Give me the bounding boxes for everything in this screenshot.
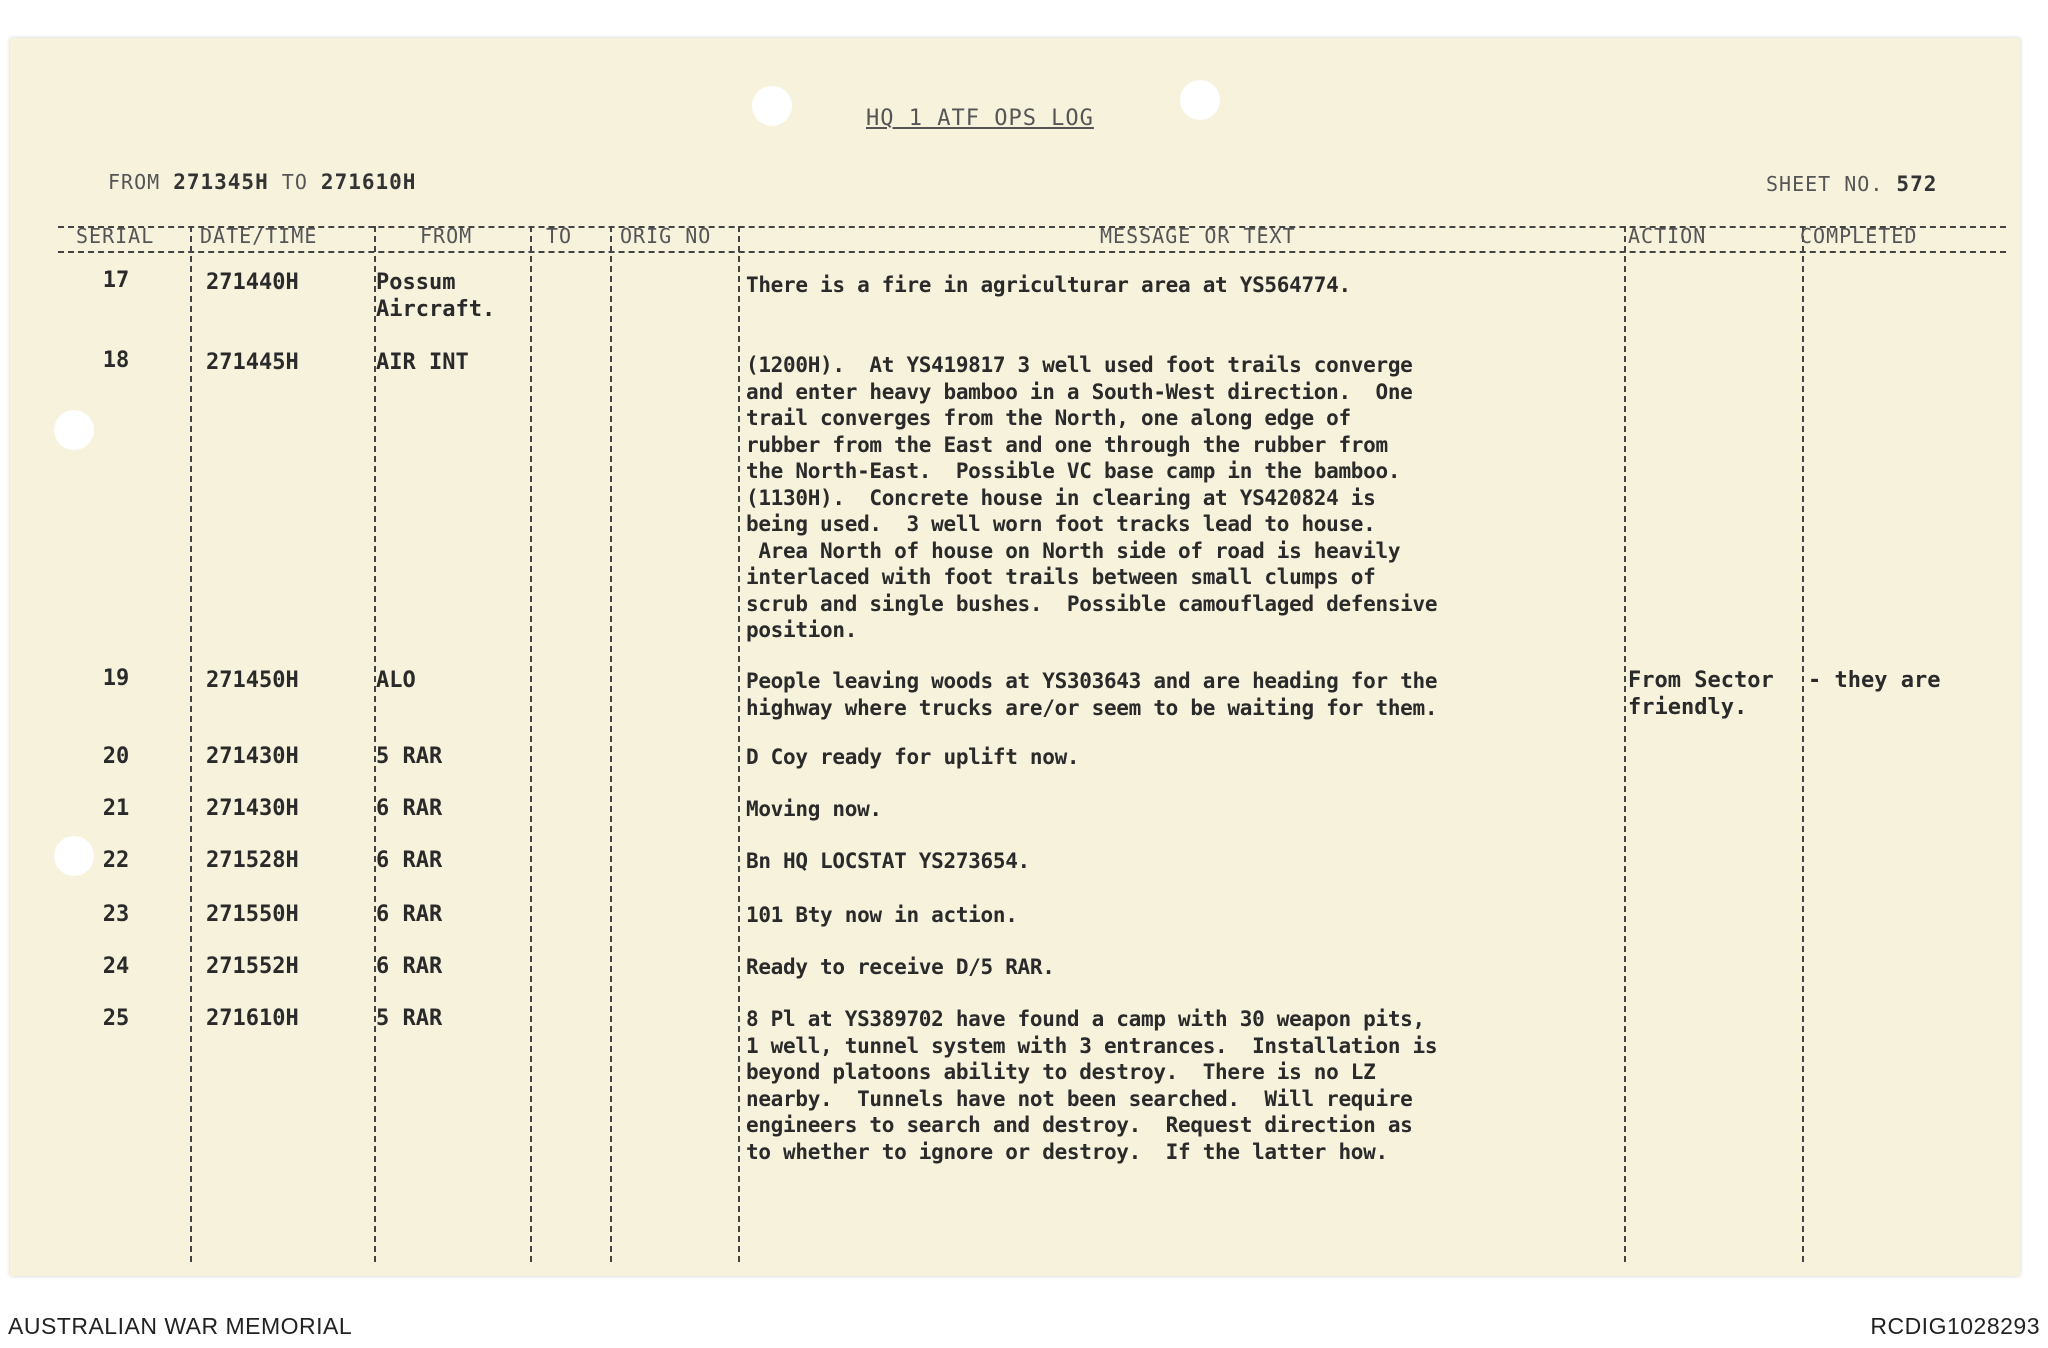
from-cell: 5 RAR — [376, 744, 443, 769]
punch-hole-top-left — [752, 86, 792, 126]
serial-cell: 25 — [102, 1006, 130, 1031]
sheet-label: SHEET NO. — [1766, 172, 1884, 196]
message-cell: Ready to receive D/5 RAR. — [746, 955, 1055, 979]
serial-cell: 24 — [102, 954, 130, 979]
from-cell: AIR INT — [376, 350, 469, 375]
serial-cell: 21 — [102, 796, 130, 821]
col-header-serial: SERIAL — [76, 224, 155, 248]
serial-cell: 17 — [102, 268, 130, 293]
from-field — [108, 170, 416, 194]
col-header-orig-no: ORIG NO — [620, 224, 712, 248]
col-divider — [738, 226, 740, 1262]
datetime-cell: 271440H — [206, 270, 299, 295]
header-bottom-rule — [58, 251, 2006, 253]
from-cell: 6 RAR — [376, 796, 443, 821]
message-cell: Bn HQ LOCSTAT YS273654. — [746, 849, 1030, 873]
punch-hole-top-right — [1180, 80, 1220, 120]
col-header-completed: COMPLETED — [1800, 224, 1918, 248]
sheet-value: 572 — [1896, 172, 1938, 196]
col-divider — [530, 226, 532, 1262]
col-divider — [610, 226, 612, 1262]
message-cell: There is a fire in agriculturar area at YS564774. — [746, 273, 1351, 297]
serial-cell: 18 — [102, 348, 130, 373]
datetime-cell: 271550H — [206, 902, 299, 927]
col-header-datetime: DATE/TIME — [200, 224, 318, 248]
archive-credit: AUSTRALIAN WAR MEMORIAL — [8, 1313, 353, 1339]
datetime-cell: 271610H — [206, 1006, 299, 1031]
serial-cell: 20 — [102, 744, 130, 769]
col-divider — [1802, 226, 1804, 1262]
from-cell: 6 RAR — [376, 848, 443, 873]
sheet-number-field — [1766, 172, 1937, 196]
to-label: TO — [281, 170, 308, 194]
serial-cell: 22 — [102, 848, 130, 873]
datetime-cell: 271430H — [206, 796, 299, 821]
to-value: 271610H — [320, 170, 417, 194]
from-value: 271345H — [173, 170, 269, 194]
col-header-action: ACTION — [1628, 224, 1707, 248]
from-label: FROM — [108, 170, 161, 194]
serial-cell: 19 — [102, 666, 130, 691]
from-cell: Possum Aircraft. — [376, 270, 496, 322]
datetime-cell: 271528H — [206, 848, 299, 873]
punch-hole-side-upper — [54, 410, 94, 450]
col-header-to: TO — [546, 224, 573, 248]
col-divider — [190, 226, 192, 1262]
message-cell: D Coy ready for uplift now. — [746, 745, 1080, 769]
message-cell: (1200H). At YS419817 3 well used foot trails converge and enter heavy bamboo in a South-West direction. One trail converges from the North, one along edge of rubber from the East and one through the rubber from the North-East. Possible VC base camp in the bamboo. (1130H). Concrete house in clearing at YS420824 is being used. 3 well worn foot tracks lead to house. Area North of house on North side of road is heavily interlaced with foot trails between small clumps of scrub and single bushes. Possible camouflaged defensive position. — [746, 353, 1438, 642]
message-cell: People leaving woods at YS303643 and are heading for the highway where trucks are/or seem to be waiting for them. — [746, 669, 1438, 720]
action-cell: From Sector friendly. — [1628, 668, 1774, 720]
log-title: HQ 1 ATF OPS LOG — [866, 106, 1094, 131]
from-cell: 6 RAR — [376, 902, 443, 927]
message-cell: 101 Bty now in action. — [746, 903, 1018, 927]
datetime-cell: 271445H — [206, 350, 299, 375]
message-cell: 8 Pl at YS389702 have found a camp with 30 weapon pits, 1 well, tunnel system with 3 entrances. Installation is beyond platoons ability to destroy. There is no LZ nearby. Tunnels have not been searched. Will require engineers to search and destroy. Request direction as to whether to ignore or destroy. If the latter how. — [746, 1007, 1438, 1164]
col-header-from: FROM — [420, 224, 473, 248]
archive-id: RCDIG1028293 — [1870, 1313, 2040, 1339]
datetime-cell: 271552H — [206, 954, 299, 979]
datetime-cell: 271430H — [206, 744, 299, 769]
message-cell: Moving now. — [746, 797, 882, 821]
serial-cell: 23 — [102, 902, 130, 927]
from-cell: ALO — [376, 668, 416, 693]
col-divider — [1624, 226, 1626, 1262]
from-cell: 5 RAR — [376, 1006, 443, 1031]
table-top-rule — [58, 226, 2006, 228]
col-header-message: MESSAGE OR TEXT — [1100, 224, 1296, 248]
from-cell: 6 RAR — [376, 954, 443, 979]
completed-cell: - they are — [1808, 668, 1941, 693]
datetime-cell: 271450H — [206, 668, 299, 693]
